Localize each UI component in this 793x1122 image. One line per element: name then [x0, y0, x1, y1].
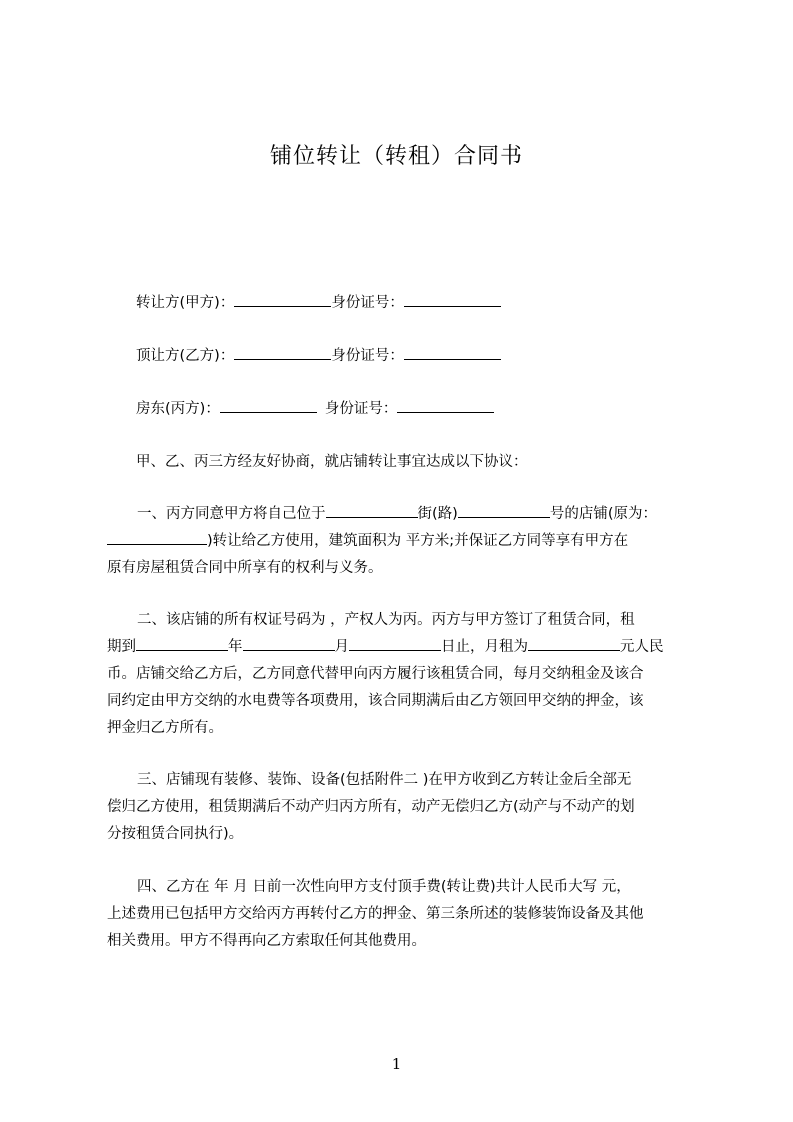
- clause-2-text-d: 日止，月租为: [441, 639, 528, 655]
- clause-1-row-3: 原有房屋租赁合同中所享有的权利与义务。: [107, 560, 383, 576]
- clause-2: [107, 607, 699, 742]
- clause-1-row-2: [107, 528, 699, 555]
- assignee-id-label: 身份证号：: [331, 348, 404, 364]
- assignee-name-blank: [234, 345, 331, 360]
- clause-2-text-b: 年: [228, 639, 243, 655]
- intro-paragraph: 甲、乙、丙三方经友好协商，就店铺转让事宜达成以下协议：: [136, 454, 528, 470]
- lease-year-blank: [136, 636, 228, 651]
- transferor-label: 转让方(甲方)：: [136, 295, 235, 311]
- landlord-label: 房东(丙方)：: [136, 401, 220, 417]
- transferor-id-blank: [404, 292, 501, 307]
- clause-1: [107, 501, 699, 582]
- clause-1-text-d: )转让给乙方使用，建筑面积为 平方米;并保证乙方同等享有甲方在: [207, 533, 629, 549]
- monthly-rent-blank: [528, 636, 620, 651]
- transferor-name-blank: [234, 292, 331, 307]
- landlord-id-label: 身份证号：: [324, 401, 398, 417]
- clause-2-text-c: 月: [334, 639, 349, 655]
- landlord-id-blank: [397, 398, 494, 413]
- clause-2-row-3: 币。店铺交给乙方后，乙方同意代替甲向丙方履行该租赁合同，每月交纳租金及该合: [107, 666, 644, 682]
- number-blank: [458, 503, 550, 518]
- original-use-blank: [107, 530, 207, 545]
- assignee-line: [136, 345, 501, 366]
- clause-1-row-1: [107, 501, 699, 528]
- document-title: 铺位转让（转租）合同书: [269, 144, 523, 169]
- landlord-name-blank: [220, 398, 317, 413]
- lease-day-blank: [349, 636, 441, 651]
- clause-2-row-2: [107, 634, 699, 661]
- clause-4-row-3: 相关费用。甲方不得再向乙方索取任何其他费用。: [107, 933, 426, 949]
- lease-month-blank: [243, 636, 335, 651]
- assignee-label: 顶让方(乙方)：: [136, 348, 235, 364]
- transferor-id-label: 身份证号：: [331, 295, 404, 311]
- clause-3-row-2: 偿归乙方使用，租赁期满后不动产归丙方所有，动产无偿归乙方(动产与不动产的划: [107, 799, 635, 815]
- clause-3-row-3: 分按租赁合同执行)。: [107, 826, 244, 842]
- clause-4: [107, 874, 699, 955]
- clause-2-text-e: 元人民: [620, 639, 664, 655]
- clause-2-row-5: 押金归乙方所有。: [107, 720, 223, 736]
- clause-2-row-4: 同约定由甲方交纳的水电费等各项费用，该合同期满后由乙方领回甲交纳的押金，该: [107, 693, 644, 709]
- transferor-line: [136, 292, 501, 313]
- clause-4-row-1: 四、乙方在 年 月 日前一次性向甲方支付顶手费(转让费)共计人民币大写 元，: [137, 879, 631, 895]
- landlord-line: [136, 398, 494, 419]
- clause-1-text-b: 街(路): [417, 506, 458, 522]
- clause-1-text-c: 号的店铺(原为：: [549, 506, 657, 522]
- clause-3-row-1: 三、店铺现有装修、装饰、设备(包括附件二 )在甲方收到乙方转让金后全部无: [137, 772, 632, 788]
- street-blank: [326, 503, 418, 518]
- clause-2-text-a: 期到: [107, 639, 136, 655]
- assignee-id-blank: [404, 345, 501, 360]
- page-number: 1: [391, 1055, 402, 1073]
- clause-2-row-1: 二、该店铺的所有权证号码为 ，产权人为丙。丙方与甲方签订了租赁合同，租: [137, 612, 635, 628]
- clause-3: [107, 767, 699, 848]
- clause-1-text-a: 一、丙方同意甲方将自己位于: [137, 506, 326, 522]
- clause-4-row-2: 上述费用已包括甲方交给丙方再转付乙方的押金、第三条所述的装修装饰设备及其他: [107, 906, 644, 922]
